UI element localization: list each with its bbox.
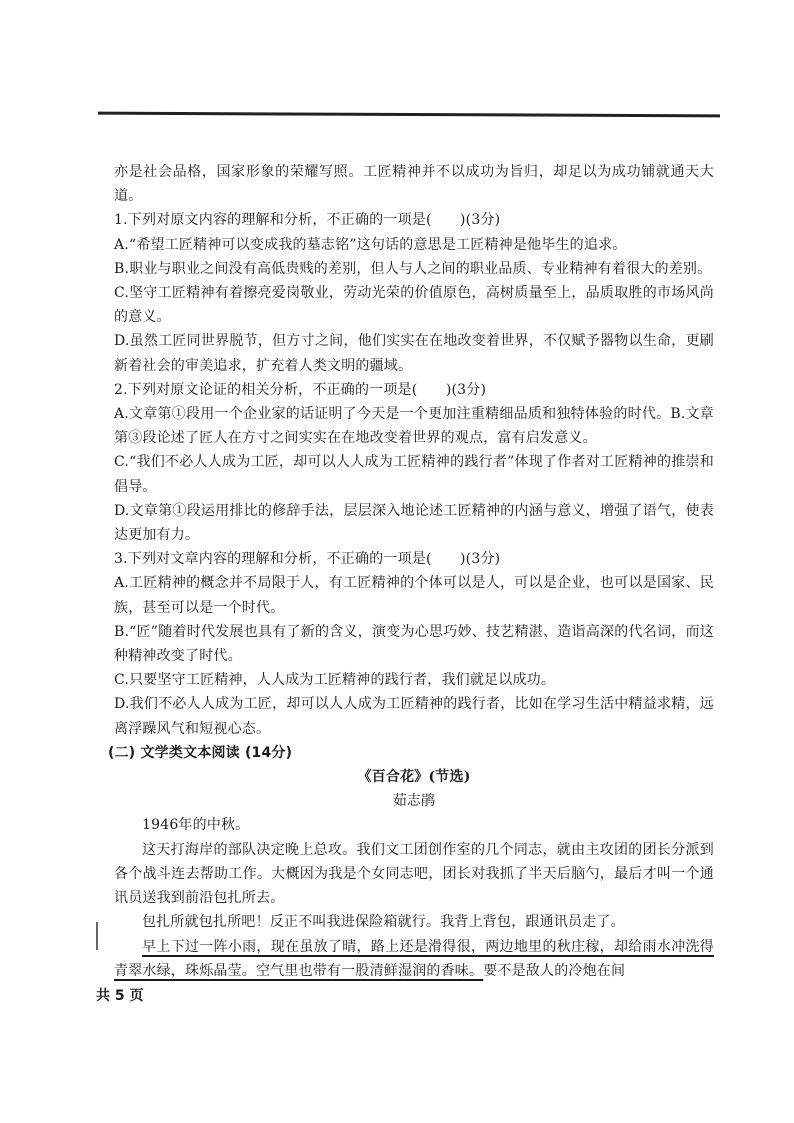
- paragraph-continuation: 要不是敌人的冷炮在间: [483, 962, 626, 979]
- question-1-option-a: A.“希望工匠精神可以变成我的墓志铭”这句话的意思是工匠精神是他毕生的追求。: [114, 236, 627, 253]
- question-3-option-b: B.“匠”随着时代发展也具有了新的含义，演变为心思巧妙、技艺精湛、造诣高深的代名词，而这种精神改变了时代。: [114, 623, 714, 665]
- story-paragraph-last: [114, 935, 714, 983]
- question-1-option-b: B.职业与职业之间没有高低贵贱的差别，但人与人之间的职业品质、专业精神有着很大的差别。: [114, 260, 712, 277]
- passage-ending: 亦是社会品格，国家形象的荣耀写照。工匠精神并不以成功为旨归，却足以为成功铺就通天大道。: [114, 164, 714, 205]
- margin-mark: [96, 922, 98, 950]
- question-3-option-d: D.我们不必人人成为工匠，却可以人人成为工匠精神的践行者，比如在学习生活中精益求精，远离浮躁风气和短视心态。: [114, 696, 714, 737]
- story-paragraph: 1946年的中秋。: [142, 817, 250, 834]
- story-paragraph: 包扎所就包扎所吧！反正不叫我进保险箱就行。我背上背包，跟通讯员走了。: [142, 914, 625, 931]
- story-author: 茹志鹃: [392, 793, 436, 810]
- exam-page-content: [108, 160, 714, 983]
- question-2-option-c: C.“我们不必人人成为工匠，却可以人人成为工匠精神的践行者”体现了作者对工匠精神的推崇和倡导。: [114, 454, 714, 495]
- question-2-option-ab: A.文章第①段用一个企业家的话证明了今天是一个更加注重精细品质和独特体验的时代。B.文章第③段论述了匠人在方寸之间实实在在地改变着世界的观点，富有启发意义。: [114, 406, 714, 447]
- question-1-option-c: C.坚守工匠精神有着擦亮爱岗敬业，劳动光荣的价值原色，高树质量至上，品质取胜的市场风尚的意义。: [114, 285, 714, 326]
- question-3-option-a: A.工匠精神的概念并不局限于人，有工匠精神的个体可以是人，可以是企业，也可以是国家、民族，甚至可以是一个时代。: [114, 575, 714, 616]
- page-footer: 共 5 页: [96, 988, 144, 1004]
- question-3-option-c: C.只要坚守工匠精神，人人成为工匠精神的践行者，我们就足以成功。: [114, 672, 556, 689]
- question-3-stem: 3.下列对文章内容的理解和分析，不正确的一项是( )(3分): [114, 551, 501, 568]
- section-heading: (二) 文学类文本阅读 (14分): [108, 744, 293, 761]
- question-2-stem: 2.下列对原文论证的相关分析，不正确的一项是( )(3分): [114, 381, 487, 398]
- question-2-option-d: D.文章第①段运用排比的修辞手法，层层深入地论述工匠精神的内涵与意义，增强了语气，使表达更加有力。: [114, 502, 714, 544]
- header-rule: [98, 112, 720, 118]
- question-1-stem: 1.下列对原文内容的理解和分析，不正确的一项是( )(3分): [114, 212, 501, 229]
- question-1-option-d: D.虽然工匠同世界脱节，但方寸之间，他们实实在在地改变着世界，不仅赋予器物以生命，更刷新着社会的审美追求，扩充着人类文明的疆域。: [114, 333, 714, 374]
- story-paragraph: 这天打海岸的部队决定晚上总攻。我们文工团创作室的几个同志，就由主攻团的团长分派到各个战斗连去帮助工作。大概因为我是个女同志吧，团长对我抓了半天后脑勺，最后才叫一个通讯员送我到前沿包扎所去。: [114, 841, 714, 907]
- story-title: 《百合花》(节选): [357, 769, 471, 786]
- underlined-passage: 早上下过一阵小雨，现在虽放了晴，路上还是滑得很，两边地里的秋庄稼，却给雨水冲洗得青翠水绿，珠烁晶莹。空气里也带有一股清鲜湿润的香味。: [114, 938, 714, 979]
